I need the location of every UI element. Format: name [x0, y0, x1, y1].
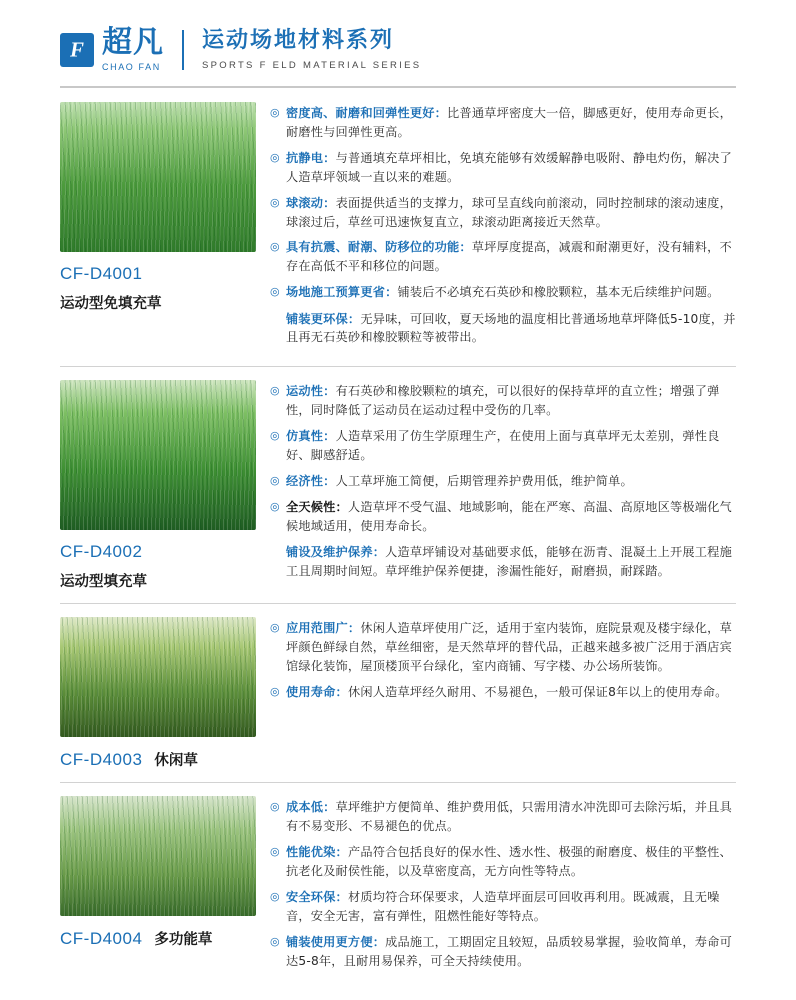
logo-english-name: CHAO FAN — [102, 62, 161, 72]
feature-body: 草坪厚度提高，减震和耐潮更好，没有辅料，不存在高低不平和移位的问题。 — [286, 240, 732, 274]
product-code: CF-D4001 — [60, 264, 143, 283]
bullet-circle-icon: ◎ — [270, 935, 280, 948]
feature-body: 比普通草坪密度大一倍，脚感更好，使用寿命更长，耐磨性与回弹性更高。 — [286, 106, 732, 139]
feature-body: 人造草坪铺设对基础要求低，能够在沥青、混凝土上开展工程施工且周期时间短。草坪维护保养便捷，渗漏性能好，耐磨损，耐踩踏。 — [286, 545, 732, 578]
brand-logo — [60, 25, 164, 72]
feature-item — [270, 543, 736, 581]
product-row — [0, 366, 796, 603]
bullet-circle-icon: ◎ — [270, 890, 280, 903]
bullet-circle-icon: ◎ — [270, 686, 280, 699]
feature-body: 草坪维护方便简单、维护费用低，只需用清水冲洗即可去除污垢，并且具有不易变形、不易褪色的优点。 — [286, 800, 732, 834]
header-divider — [182, 30, 184, 70]
bullet-circle-icon: ◎ — [270, 622, 280, 635]
grass-texture — [60, 617, 256, 737]
feature-text — [286, 888, 736, 926]
feature-text — [286, 543, 736, 581]
product-name: 运动型免填充草 — [60, 296, 162, 312]
bullet-circle-icon: ◎ — [270, 241, 280, 254]
feature-lead: 铺设及维护保养： — [286, 545, 386, 559]
product-code: CF-D4004 — [60, 929, 143, 949]
feature-item — [270, 888, 736, 926]
feature-text — [286, 683, 728, 702]
bullet-circle-icon: ◎ — [270, 286, 280, 299]
product-thumbnail-column — [60, 380, 270, 591]
product-thumbnail-column — [60, 796, 270, 977]
page-header — [0, 0, 796, 86]
feature-text — [286, 798, 736, 836]
product-image — [60, 796, 256, 916]
product-row — [0, 88, 796, 366]
feature-text — [286, 382, 736, 420]
page-subtitle: SPORTS F ELD MATERIAL SERIES — [202, 59, 422, 71]
feature-body: 产品符合包括良好的保水性、透水性、极强的耐磨度、极佳的平整性、抗老化及耐侯性能，以及草密度高，无方向性等特点。 — [286, 845, 732, 879]
bullet-circle-icon: ◎ — [270, 196, 280, 209]
feature-lead: 场地施工预算更省： — [286, 285, 398, 300]
feature-text — [286, 238, 736, 276]
product-feature-list — [270, 380, 736, 591]
feature-item — [270, 472, 736, 491]
feature-lead: 全天候性： — [286, 500, 348, 515]
feature-body: 材质均符合环保要求，人造草坪面层可回收再利用。既减震，且无噪音，安全无害，富有弹性，阻燃性能好等特点。 — [286, 889, 720, 923]
feature-lead: 使用寿命： — [286, 685, 348, 700]
bullet-circle-icon: ◎ — [270, 501, 280, 514]
feature-body: 人工草坪施工简便，后期管理养护费用低，维护简单。 — [335, 473, 633, 488]
feature-lead: 密度高、耐磨和回弹性更好： — [286, 106, 448, 120]
product-image — [60, 102, 256, 252]
feature-lead: 铺装使用更方便： — [286, 934, 386, 949]
product-row — [0, 782, 796, 989]
bullet-circle-icon: ◎ — [270, 107, 280, 119]
product-image — [60, 380, 256, 530]
product-feature-list — [270, 617, 736, 770]
product-thumbnail-column — [60, 617, 270, 770]
bullet-circle-icon: ◎ — [270, 801, 280, 814]
logo-mark-icon — [60, 33, 94, 67]
product-code: CF-D4002 — [60, 542, 143, 562]
bullet-circle-icon: ◎ — [270, 151, 280, 164]
feature-body: 与普通填充草坪相比，免填充能够有效缓解静电吸附、静电灼伤，解决了人造草坪领域一直以来的难题。 — [286, 150, 732, 184]
product-label-row — [60, 928, 256, 949]
product-feature-list — [270, 102, 736, 354]
grass-texture — [60, 102, 256, 252]
feature-lead: 安全环保： — [286, 889, 348, 904]
feature-lead: 性能优染： — [286, 845, 348, 860]
product-label-row — [60, 749, 256, 770]
feature-text — [286, 149, 736, 187]
feature-text — [286, 472, 633, 491]
feature-lead: 铺装更环保： — [286, 311, 361, 326]
feature-body: 铺装后不必填充石英砂和橡胶颗粒，基本无后续维护问题。 — [397, 285, 720, 300]
feature-item — [270, 310, 736, 348]
product-name: 运动型填充草 — [60, 574, 147, 591]
feature-body: 人造草坪不受气温、地域影响，能在严寒、高温、高原地区等极端化气候地域适用，使用寿命长。 — [286, 500, 732, 534]
feature-item — [270, 619, 736, 676]
grass-texture — [60, 380, 256, 530]
feature-item — [270, 843, 736, 881]
bullet-circle-icon: ◎ — [270, 430, 280, 443]
feature-text — [286, 933, 736, 971]
feature-text — [286, 619, 736, 676]
feature-item — [270, 149, 736, 187]
bullet-circle-icon: ◎ — [270, 474, 280, 487]
logo-chinese-name: 超凡 — [102, 25, 164, 60]
feature-item — [270, 933, 736, 971]
feature-text — [286, 498, 736, 536]
product-name: 多功能草 — [154, 932, 213, 949]
feature-body: 成品施工，工期固定且较短，品质较易掌握，验收简单，寿命可达5-8年，且耐用易保养，可全天持续使用。 — [286, 934, 732, 968]
feature-body: 表面提供适当的支撑力，球可呈直线向前滚动，同时控制球的滚动速度，球滚过后，草丝可迅速恢复直立，球滚动距离接近天然草。 — [286, 195, 732, 229]
page-title: 运动场地材料系列 — [202, 28, 395, 54]
feature-body: 休闲人造草坪经久耐用、不易褪色，一般可保证8年以上的使用寿命。 — [347, 685, 728, 700]
feature-lead: 抗静电： — [286, 150, 336, 165]
feature-text — [286, 310, 736, 348]
product-thumbnail-column — [60, 102, 270, 354]
feature-item — [270, 194, 736, 232]
bullet-circle-icon: ◎ — [270, 846, 280, 859]
feature-lead: 具有抗震、耐潮、防移位的功能： — [286, 240, 472, 255]
feature-item — [270, 427, 736, 465]
feature-text — [286, 104, 736, 142]
product-image — [60, 617, 256, 737]
feature-item — [270, 238, 736, 276]
product-list — [0, 88, 796, 990]
product-feature-list — [270, 796, 736, 977]
feature-text — [286, 283, 720, 302]
feature-text — [286, 194, 736, 232]
feature-body: 休闲人造草坪使用广泛，适用于室内装饰，庭院景观及楼宇绿化，草坪颜色鲜绿自然，草丝细密，是天然草坪的替代品，正越来越多被广泛用于酒店宾馆绿化装饰，屋顶楼顶平台绿化，室内商铺、写字楼、办公场所装饰。 — [286, 621, 732, 674]
feature-lead: 成本低： — [286, 800, 336, 815]
feature-lead: 球滚动： — [286, 195, 336, 210]
feature-text — [286, 427, 736, 465]
feature-body: 无异味，可回收，夏天场地的温度相比普通场地草坪降低5-10度，并且再无石英砂和橡胶颗粒等被带出。 — [286, 311, 736, 345]
bullet-circle-icon: ◎ — [270, 385, 280, 398]
feature-item — [270, 104, 736, 142]
product-row — [0, 603, 796, 782]
feature-lead: 应用范围广： — [286, 621, 361, 636]
feature-lead: 仿真性： — [286, 429, 336, 444]
feature-item — [270, 798, 736, 836]
feature-item — [270, 283, 736, 302]
product-name: 休闲草 — [154, 753, 198, 770]
feature-item — [270, 683, 736, 702]
feature-body: 有石英砂和橡胶颗粒的填充，可以很好的保持草坪的直立性；增强了弹性，同时降低了运动员在运动过程中受伤的几率。 — [286, 384, 720, 418]
grass-texture — [60, 796, 256, 916]
feature-item — [270, 382, 736, 420]
feature-lead: 经济性： — [286, 473, 336, 488]
product-code: CF-D4003 — [60, 750, 143, 770]
feature-lead: 运动性： — [286, 384, 336, 399]
feature-body: 人造草采用了仿生学原理生产，在使用上面与真草坪无太差别，弹性良好、脚感舒适。 — [286, 429, 720, 463]
bullet-spacer — [270, 543, 286, 581]
feature-item — [270, 498, 736, 536]
feature-text — [286, 843, 736, 881]
bullet-spacer — [270, 310, 286, 348]
